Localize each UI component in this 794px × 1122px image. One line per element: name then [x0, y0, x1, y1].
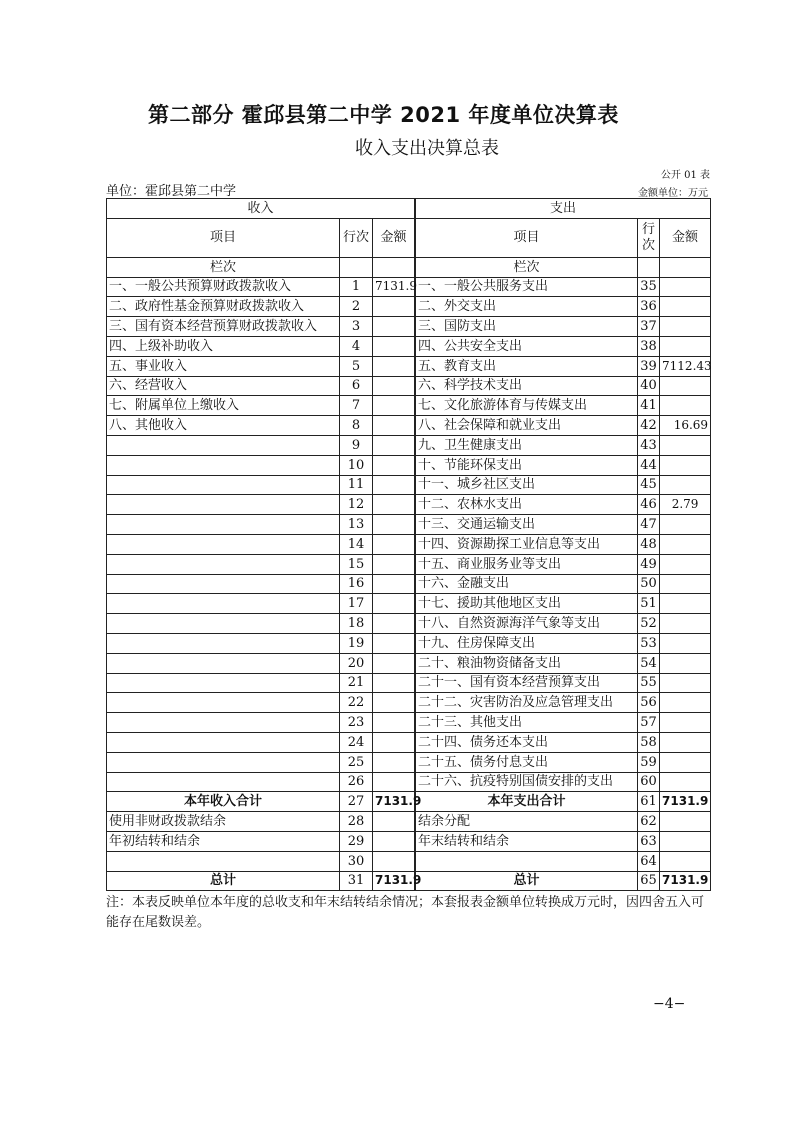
- expense-rowno: 63: [638, 831, 660, 851]
- table-row: [107, 396, 711, 416]
- income-rowno: 6: [340, 376, 373, 396]
- expense-rowno: 51: [638, 594, 660, 614]
- expense-rowno: 57: [638, 713, 660, 733]
- income-rowno: 15: [340, 554, 373, 574]
- expense-item: [416, 851, 638, 871]
- expense-item: 年末结转和结余: [416, 831, 638, 851]
- budget-summary-table: [106, 198, 711, 891]
- income-rowno: 2: [340, 297, 373, 317]
- income-item: [107, 653, 340, 673]
- empty-cell: [340, 257, 373, 277]
- income-rowno: 23: [340, 713, 373, 733]
- table-row: [107, 633, 711, 653]
- expense-amount: [660, 554, 711, 574]
- expense-rowno: 53: [638, 633, 660, 653]
- income-item: [107, 435, 340, 455]
- expense-amount: [660, 574, 711, 594]
- expense-amount: [660, 772, 711, 792]
- income-rowno: 12: [340, 495, 373, 515]
- page-title: 第二部分 霍邱县第二中学 2021 年度单位决算表: [148, 103, 619, 127]
- expense-amount: [660, 277, 711, 297]
- table-row: [107, 515, 711, 535]
- expense-amount: 2.79: [660, 495, 711, 515]
- income-rowno: 3: [340, 317, 373, 337]
- income-rowno: 24: [340, 732, 373, 752]
- expense-rowno: 49: [638, 554, 660, 574]
- income-amount: [373, 297, 415, 317]
- income-rowno: 14: [340, 534, 373, 554]
- income-amount: [373, 495, 415, 515]
- expense-rowno: 46: [638, 495, 660, 515]
- expense-item: 十九、住房保障支出: [416, 633, 638, 653]
- income-rowno: 20: [340, 653, 373, 673]
- table-row: [107, 317, 711, 337]
- income-amount: 7131.9: [373, 792, 415, 812]
- expense-item: 三、国防支出: [416, 317, 638, 337]
- expense-amount: [660, 713, 711, 733]
- expense-amount: [660, 831, 711, 851]
- table-row: [107, 831, 711, 851]
- expense-rowno: 59: [638, 752, 660, 772]
- income-amount: [373, 515, 415, 535]
- income-item: 六、经营收入: [107, 376, 340, 396]
- table-row: [107, 336, 711, 356]
- expense-item: 十三、交通运输支出: [416, 515, 638, 535]
- expense-item: 五、教育支出: [416, 356, 638, 376]
- expense-amount-header: 金额: [660, 218, 711, 257]
- income-item: [107, 693, 340, 713]
- expense-amount: 7131.9: [660, 792, 711, 812]
- income-rowno: 17: [340, 594, 373, 614]
- expense-amount: [660, 396, 711, 416]
- expense-rowno: 58: [638, 732, 660, 752]
- expense-rowno: 42: [638, 416, 660, 436]
- expense-rowno: 64: [638, 851, 660, 871]
- income-item: 年初结转和结余: [107, 831, 340, 851]
- income-rowno-header: 行次: [340, 218, 373, 257]
- expense-amount: [660, 812, 711, 832]
- expense-item: 十二、农林水支出: [416, 495, 638, 515]
- income-item: 使用非财政拨款结余: [107, 812, 340, 832]
- table-row: [107, 871, 711, 891]
- expense-amount: [660, 336, 711, 356]
- table-title: 收入支出决算总表: [355, 138, 499, 159]
- table-row: [107, 614, 711, 634]
- income-item: 八、其他收入: [107, 416, 340, 436]
- table-row: [107, 851, 711, 871]
- income-item: [107, 732, 340, 752]
- expense-item: 二十、粮油物资储备支出: [416, 653, 638, 673]
- expense-rowno: 50: [638, 574, 660, 594]
- income-rowno: 31: [340, 871, 373, 891]
- expense-item: 总计: [416, 871, 638, 891]
- income-amount: [373, 831, 415, 851]
- income-rowno: 10: [340, 455, 373, 475]
- expense-amount: [660, 594, 711, 614]
- expense-amount: [660, 376, 711, 396]
- table-row: [107, 653, 711, 673]
- income-amount: [373, 693, 415, 713]
- income-rowno: 30: [340, 851, 373, 871]
- income-amount: [373, 336, 415, 356]
- unit-name: 单位：霍邱县第二中学: [106, 184, 237, 199]
- income-item: [107, 614, 340, 634]
- income-amount: [373, 574, 415, 594]
- expense-rowno: 61: [638, 792, 660, 812]
- income-amount: [373, 475, 415, 495]
- income-rowno: 4: [340, 336, 373, 356]
- expense-amount: [660, 732, 711, 752]
- income-rowno: 5: [340, 356, 373, 376]
- expense-amount: [660, 534, 711, 554]
- income-amount: [373, 752, 415, 772]
- income-rowno: 21: [340, 673, 373, 693]
- income-item: [107, 851, 340, 871]
- expense-item: 十七、援助其他地区支出: [416, 594, 638, 614]
- table-row: [107, 475, 711, 495]
- income-item: 二、政府性基金预算财政拨款收入: [107, 297, 340, 317]
- expense-rowno: 41: [638, 396, 660, 416]
- expense-item: 十、节能环保支出: [416, 455, 638, 475]
- expense-section-header: 支出: [416, 199, 711, 219]
- income-item: 总计: [107, 871, 340, 891]
- expense-item: 十五、商业服务业等支出: [416, 554, 638, 574]
- income-amount: [373, 614, 415, 634]
- expense-item: 十六、金融支出: [416, 574, 638, 594]
- expense-item: 一、一般公共服务支出: [416, 277, 638, 297]
- expense-rowno: 36: [638, 297, 660, 317]
- income-rowno: 8: [340, 416, 373, 436]
- expense-rowno: 40: [638, 376, 660, 396]
- income-item: [107, 633, 340, 653]
- income-amount: [373, 455, 415, 475]
- expense-amount: [660, 435, 711, 455]
- income-amount: [373, 673, 415, 693]
- table-row: [107, 455, 711, 475]
- expense-item: 七、文化旅游体育与传媒支出: [416, 396, 638, 416]
- income-amount: [373, 594, 415, 614]
- expense-item-header: 项目: [416, 218, 638, 257]
- income-item: 一、一般公共预算财政拨款收入: [107, 277, 340, 297]
- income-rowno: 9: [340, 435, 373, 455]
- income-item: [107, 475, 340, 495]
- expense-item: 二十二、灾害防治及应急管理支出: [416, 693, 638, 713]
- income-rowno: 26: [340, 772, 373, 792]
- income-item: [107, 594, 340, 614]
- expense-item: 十八、自然资源海洋气象等支出: [416, 614, 638, 634]
- table-row: [107, 693, 711, 713]
- table-row: [107, 416, 711, 436]
- expense-rowno: 62: [638, 812, 660, 832]
- expense-rowno: 48: [638, 534, 660, 554]
- expense-rowno: 39: [638, 356, 660, 376]
- expense-amount: [660, 475, 711, 495]
- expense-amount: [660, 455, 711, 475]
- income-amount: [373, 732, 415, 752]
- expense-item: 二十三、其他支出: [416, 713, 638, 733]
- expense-rowno: 47: [638, 515, 660, 535]
- expense-amount: [660, 851, 711, 871]
- page-number: −4−: [653, 996, 686, 1012]
- empty-cell: [638, 257, 660, 277]
- amount-unit: 金额单位：万元: [638, 188, 708, 199]
- header-row-column-label: [107, 257, 711, 277]
- income-amount: 7131.9: [373, 871, 415, 891]
- income-rowno: 1: [340, 277, 373, 297]
- expense-rowno: 43: [638, 435, 660, 455]
- income-item: [107, 534, 340, 554]
- expense-amount: 7112.43: [660, 356, 711, 376]
- income-amount: [373, 435, 415, 455]
- income-item: [107, 515, 340, 535]
- income-item: [107, 455, 340, 475]
- table-row: [107, 772, 711, 792]
- income-amount: [373, 376, 415, 396]
- income-amount: [373, 812, 415, 832]
- table-row: [107, 752, 711, 772]
- expense-amount: 16.69: [660, 416, 711, 436]
- expense-item: 六、科学技术支出: [416, 376, 638, 396]
- income-rowno: 18: [340, 614, 373, 634]
- table-row: [107, 673, 711, 693]
- empty-cell: [660, 257, 711, 277]
- expense-item: 二十一、国有资本经营预算支出: [416, 673, 638, 693]
- income-rowno: 27: [340, 792, 373, 812]
- income-amount: [373, 534, 415, 554]
- income-amount: [373, 416, 415, 436]
- expense-rowno: 45: [638, 475, 660, 495]
- expense-amount: 7131.9: [660, 871, 711, 891]
- expense-rowno-header: 行 次: [638, 218, 660, 257]
- table-row: [107, 792, 711, 812]
- expense-amount: [660, 297, 711, 317]
- income-item: [107, 554, 340, 574]
- income-amount: [373, 653, 415, 673]
- table-row: [107, 554, 711, 574]
- income-amount: [373, 356, 415, 376]
- expense-amount: [660, 317, 711, 337]
- income-item: [107, 574, 340, 594]
- expense-item: 十一、城乡社区支出: [416, 475, 638, 495]
- income-amount: [373, 851, 415, 871]
- table-row: [107, 713, 711, 733]
- income-amount: 7131.9: [373, 277, 415, 297]
- expense-item: 九、卫生健康支出: [416, 435, 638, 455]
- income-item: 本年收入合计: [107, 792, 340, 812]
- table-row: [107, 495, 711, 515]
- header-row-sections: [107, 199, 711, 219]
- income-item: 七、附属单位上缴收入: [107, 396, 340, 416]
- income-rowno: 11: [340, 475, 373, 495]
- table-body: [107, 277, 711, 891]
- expense-rowno: 65: [638, 871, 660, 891]
- income-item: [107, 752, 340, 772]
- income-item: 五、事业收入: [107, 356, 340, 376]
- income-amount: [373, 554, 415, 574]
- expense-amount: [660, 752, 711, 772]
- table-row: [107, 277, 711, 297]
- expense-item: 二十六、抗疫特别国债安排的支出: [416, 772, 638, 792]
- expense-rowno: 54: [638, 653, 660, 673]
- table-row: [107, 534, 711, 554]
- table-row: [107, 732, 711, 752]
- income-item: [107, 713, 340, 733]
- expense-rowno: 44: [638, 455, 660, 475]
- income-amount-header: 金额: [373, 218, 415, 257]
- table-row: [107, 376, 711, 396]
- table-row: [107, 812, 711, 832]
- expense-item: 二十四、债务还本支出: [416, 732, 638, 752]
- income-rowno: 28: [340, 812, 373, 832]
- income-rowno: 22: [340, 693, 373, 713]
- form-number: 公开 01 表: [660, 170, 710, 181]
- expense-amount: [660, 515, 711, 535]
- expense-item: 四、公共安全支出: [416, 336, 638, 356]
- income-amount: [373, 633, 415, 653]
- expense-rowno: 55: [638, 673, 660, 693]
- expense-amount: [660, 614, 711, 634]
- expense-item: 二十五、债务付息支出: [416, 752, 638, 772]
- expense-rowno: 37: [638, 317, 660, 337]
- table-row: [107, 356, 711, 376]
- income-rowno: 19: [340, 633, 373, 653]
- income-item: [107, 495, 340, 515]
- income-rowno: 29: [340, 831, 373, 851]
- expense-column-label: 栏次: [416, 257, 638, 277]
- income-amount: [373, 713, 415, 733]
- expense-item: 八、社会保障和就业支出: [416, 416, 638, 436]
- income-item-header: 项目: [107, 218, 340, 257]
- empty-cell: [373, 257, 415, 277]
- income-rowno: 13: [340, 515, 373, 535]
- expense-item: 本年支出合计: [416, 792, 638, 812]
- income-item: [107, 673, 340, 693]
- income-rowno: 25: [340, 752, 373, 772]
- expense-rowno: 52: [638, 614, 660, 634]
- income-amount: [373, 396, 415, 416]
- expense-item: 结余分配: [416, 812, 638, 832]
- income-item: 三、国有资本经营预算财政拨款收入: [107, 317, 340, 337]
- expense-rowno: 38: [638, 336, 660, 356]
- income-section-header: 收入: [107, 199, 415, 219]
- table-row: [107, 574, 711, 594]
- footnote: 注：本表反映单位本年度的总收支和年末结转结余情况；本套报表金额单位转换成万元时，因四舍五入可能存在尾数误差。: [106, 895, 705, 930]
- table-row: [107, 594, 711, 614]
- income-amount: [373, 772, 415, 792]
- header-row-columns: [107, 218, 711, 257]
- expense-amount: [660, 633, 711, 653]
- expense-item: 十四、资源勘探工业信息等支出: [416, 534, 638, 554]
- income-item: 四、上级补助收入: [107, 336, 340, 356]
- expense-rowno: 56: [638, 693, 660, 713]
- table-row: [107, 297, 711, 317]
- income-amount: [373, 317, 415, 337]
- expense-rowno: 60: [638, 772, 660, 792]
- income-item: [107, 772, 340, 792]
- expense-amount: [660, 653, 711, 673]
- income-rowno: 7: [340, 396, 373, 416]
- expense-rowno: 35: [638, 277, 660, 297]
- income-rowno: 16: [340, 574, 373, 594]
- income-column-label: 栏次: [107, 257, 340, 277]
- expense-amount: [660, 693, 711, 713]
- table-row: [107, 435, 711, 455]
- expense-item: 二、外交支出: [416, 297, 638, 317]
- expense-amount: [660, 673, 711, 693]
